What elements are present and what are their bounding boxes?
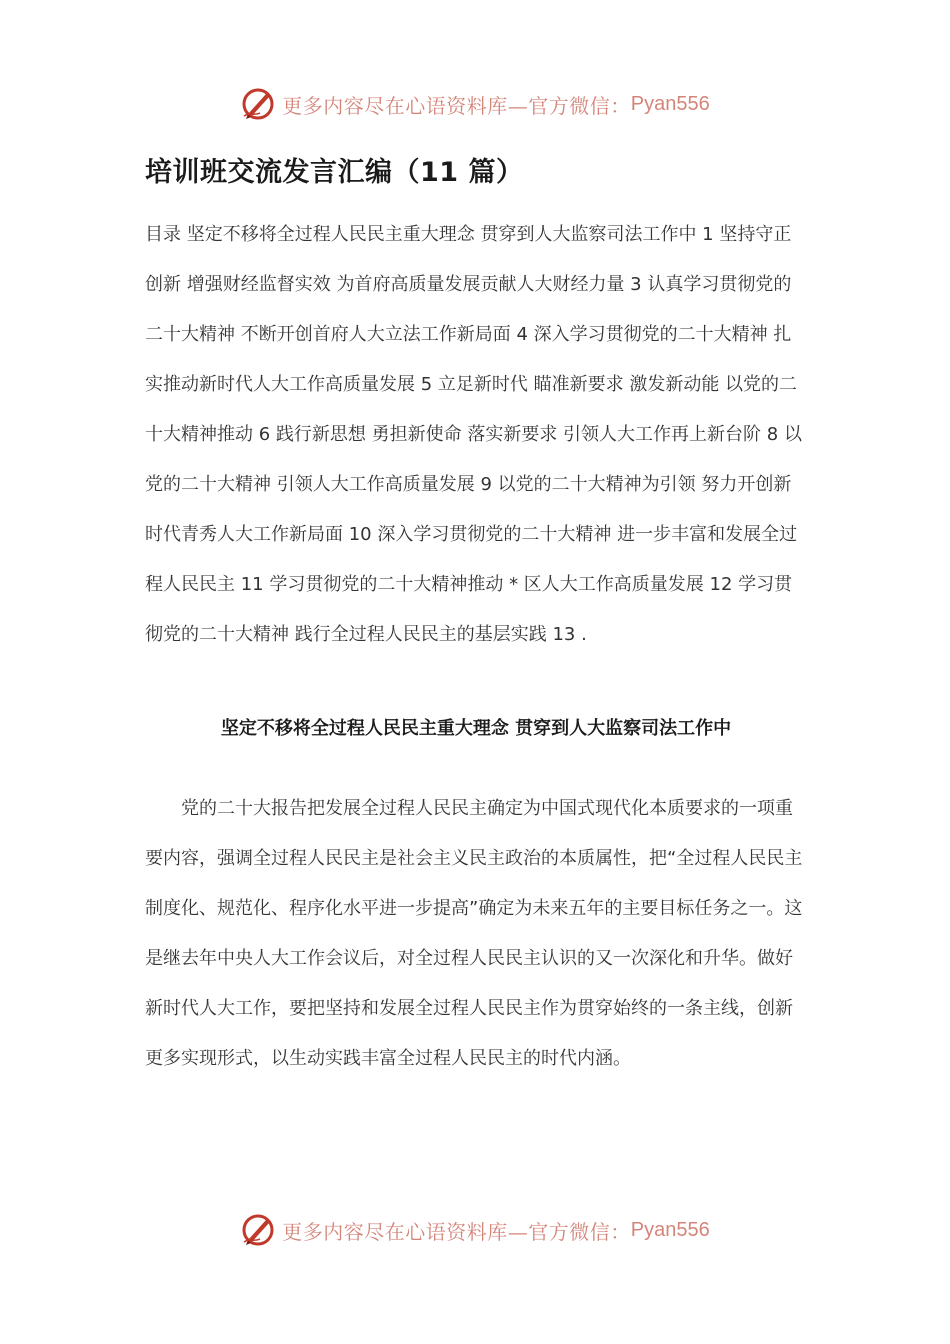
pen-logo-icon xyxy=(240,86,276,122)
watermark-text: 更多内容尽在心语资料库—官方微信： xyxy=(282,93,631,118)
pen-logo-icon xyxy=(240,1212,276,1248)
body-paragraph: 党的二十大报告把发展全过程人民民主确定为中国式现代化本质要求的一项重要内容，强调全过程人民民主是社会主义民主政治的本质属性，把“全过程人民民主制度化、规范化、程序化水平进一步提高”确定为未来五年的主要目标任务之一。这是继去年中央人大工作会议后，对全过程人民民主认识的又一次深化和升华。做好新时代人大工作，要把坚持和发展全过程人民民主作为贯穿始终的一条主线，创新更多实现形式，以生动实践丰富全过程人民民主的时代内涵。 xyxy=(145,798,803,1069)
footer-watermark xyxy=(0,1210,950,1250)
table-of-contents: 目录 坚定不移将全过程人民民主重大理念 贯穿到人大监察司法工作中 1 坚持守正创新 增强财经监督实效 为首府高质量发展贡献人大财经力量 3 认真学习贯彻党的二十大精神 不断开创首府人大立法工作新局面 4 深入学习贯彻党的二十大精神 扎实推动新时代人大工作高质量发展 5 立足新时代 瞄准新要求 激发新动能 以党的二十大精神推动 6 践行新思想 勇担新使命 落实新要求 引领人大工作再上新台阶 8 以党的二十大精神 引领人大工作高质量发展 9 以党的二十大精神为引领 努力开创新时代青秀人大工作新局面 10 深入学习贯彻党的二十大精神 进一步丰富和发展全过程人民民主 11 学习贯彻党的二十大精神推动 * 区人大工作高质量发展 12 学习贯彻党的二十大精神 践行全过程人民民主的基层实践 13 . xyxy=(145,224,802,645)
section-heading: 坚定不移将全过程人民民主重大理念 贯穿到人大监察司法工作中 xyxy=(220,718,732,739)
watermark-text: 更多内容尽在心语资料库—官方微信： xyxy=(282,1219,631,1244)
document-title: 培训班交流发言汇编（11 篇） xyxy=(145,157,524,188)
watermark-handle: Pyan556 xyxy=(630,1218,710,1241)
header-watermark xyxy=(0,84,950,124)
watermark-handle: Pyan556 xyxy=(630,92,710,115)
